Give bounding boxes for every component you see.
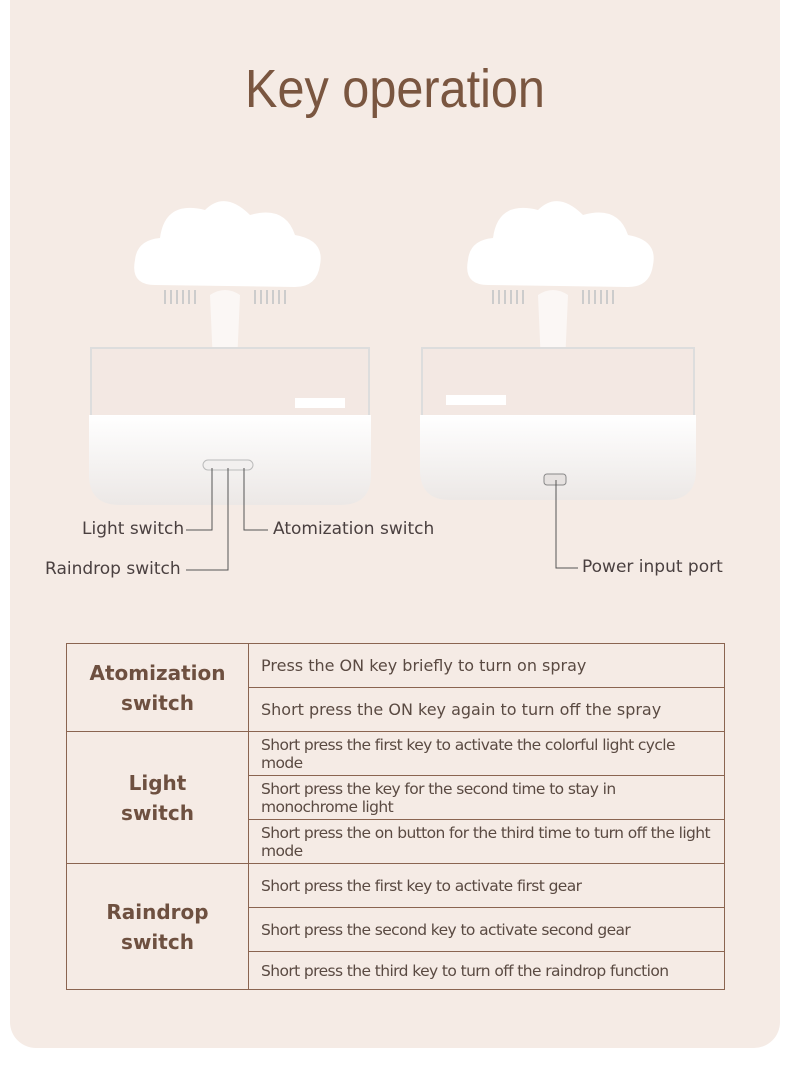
row-header: Atomization switch	[67, 644, 249, 732]
table-row	[67, 732, 725, 776]
raindrop-switch-label: Raindrop switch	[45, 559, 181, 579]
table-cell: Short press the third key to turn off the raindrop function	[249, 952, 725, 990]
table-cell: Short press the second key to activate second gear	[249, 908, 725, 952]
table-cell: Short press the first key to activate the colorful light cycle mode	[249, 732, 725, 776]
row-header: Light switch	[67, 732, 249, 864]
table-row	[67, 644, 725, 688]
table-cell: Short press the key for the second time to stay in monochrome light	[249, 776, 725, 820]
light-switch-label: Light switch	[82, 519, 185, 539]
atomization-switch-label: Atomization switch	[273, 519, 435, 539]
table-cell: Short press the ON key again to turn off the spray	[249, 688, 725, 732]
row-header: Raindrop switch	[67, 864, 249, 990]
table-cell: Short press the on button for the third time to turn off the light mode	[249, 820, 725, 864]
page-title: Key operation	[245, 59, 545, 119]
power-input-port-label: Power input port	[582, 557, 723, 577]
key-operation-table	[66, 643, 725, 990]
table-row	[67, 864, 725, 908]
table-cell: Short press the first key to activate first gear	[249, 864, 725, 908]
table-cell: Press the ON key briefly to turn on spray	[249, 644, 725, 688]
